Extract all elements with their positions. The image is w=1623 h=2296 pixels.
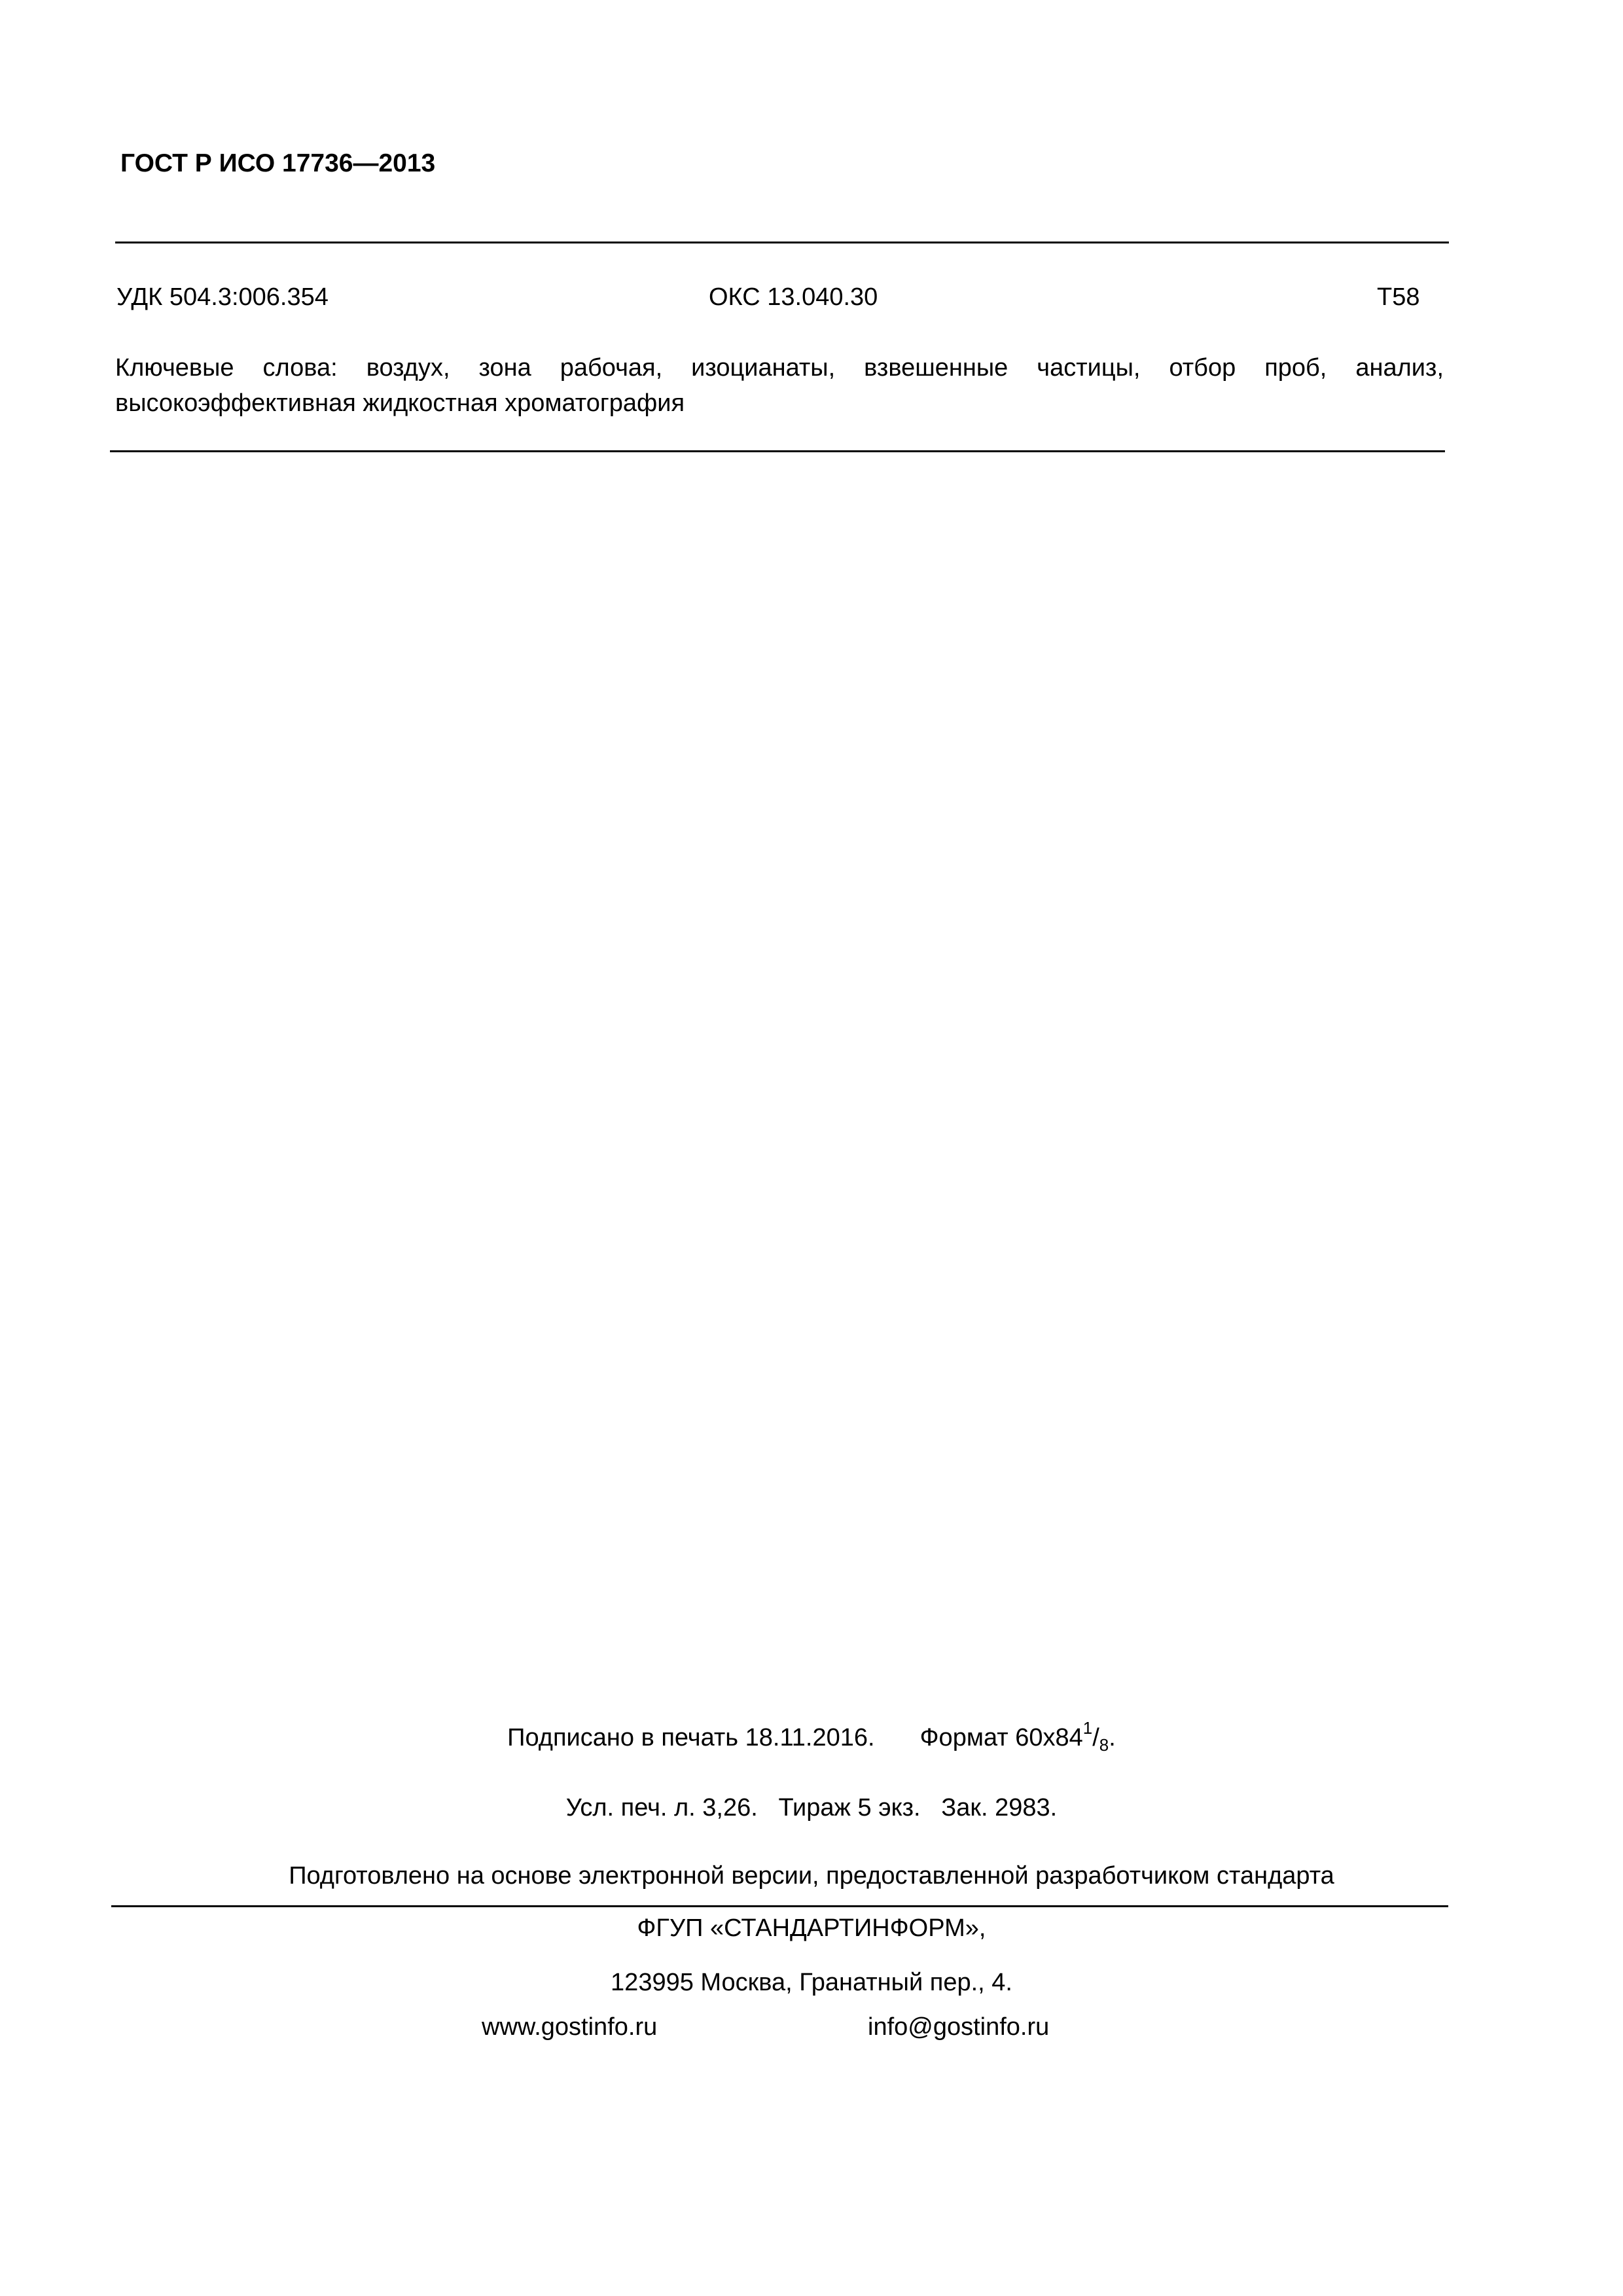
keywords-divider <box>110 450 1445 452</box>
print-details: Усл. печ. л. 3,26. Тираж 5 экз. Зак. 2983. <box>565 1794 1058 1821</box>
publisher-name: ФГУП «СТАНДАРТИНФОРМ», <box>637 1914 986 1942</box>
oks-code: ОКС 13.040.30 <box>709 283 878 311</box>
document-code: ГОСТ Р ИСО 17736—2013 <box>120 149 436 177</box>
signed-date: Подписано в печать 18.11.2016. <box>507 1724 875 1751</box>
imprint-signed-line <box>0 1718 1623 1755</box>
publisher-address: 123995 Москва, Гранатный пер., 4. <box>611 1969 1012 1996</box>
website-link[interactable]: www.gostinfo.ru <box>482 2013 658 2041</box>
keywords: Ключевые слова: воздух, зона рабочая, изоцианаты, взвешенные частицы, отбор проб, анализ, высокоэффективная жидкостная хроматография <box>115 354 1444 417</box>
paper-format: Формат $60x84^1/_8$. <box>919 1718 1116 1755</box>
publisher-divider <box>111 1905 1448 1907</box>
group-code: Т58 <box>1377 283 1420 311</box>
udk-code: УДК 504.3:006.354 <box>116 283 329 311</box>
top-divider <box>115 242 1449 243</box>
email-link[interactable]: info@gostinfo.ru <box>868 2013 1050 2041</box>
prepared-note: Подготовлено на основе электронной версии, предоставленной разработчиком стандарта <box>289 1862 1334 1890</box>
